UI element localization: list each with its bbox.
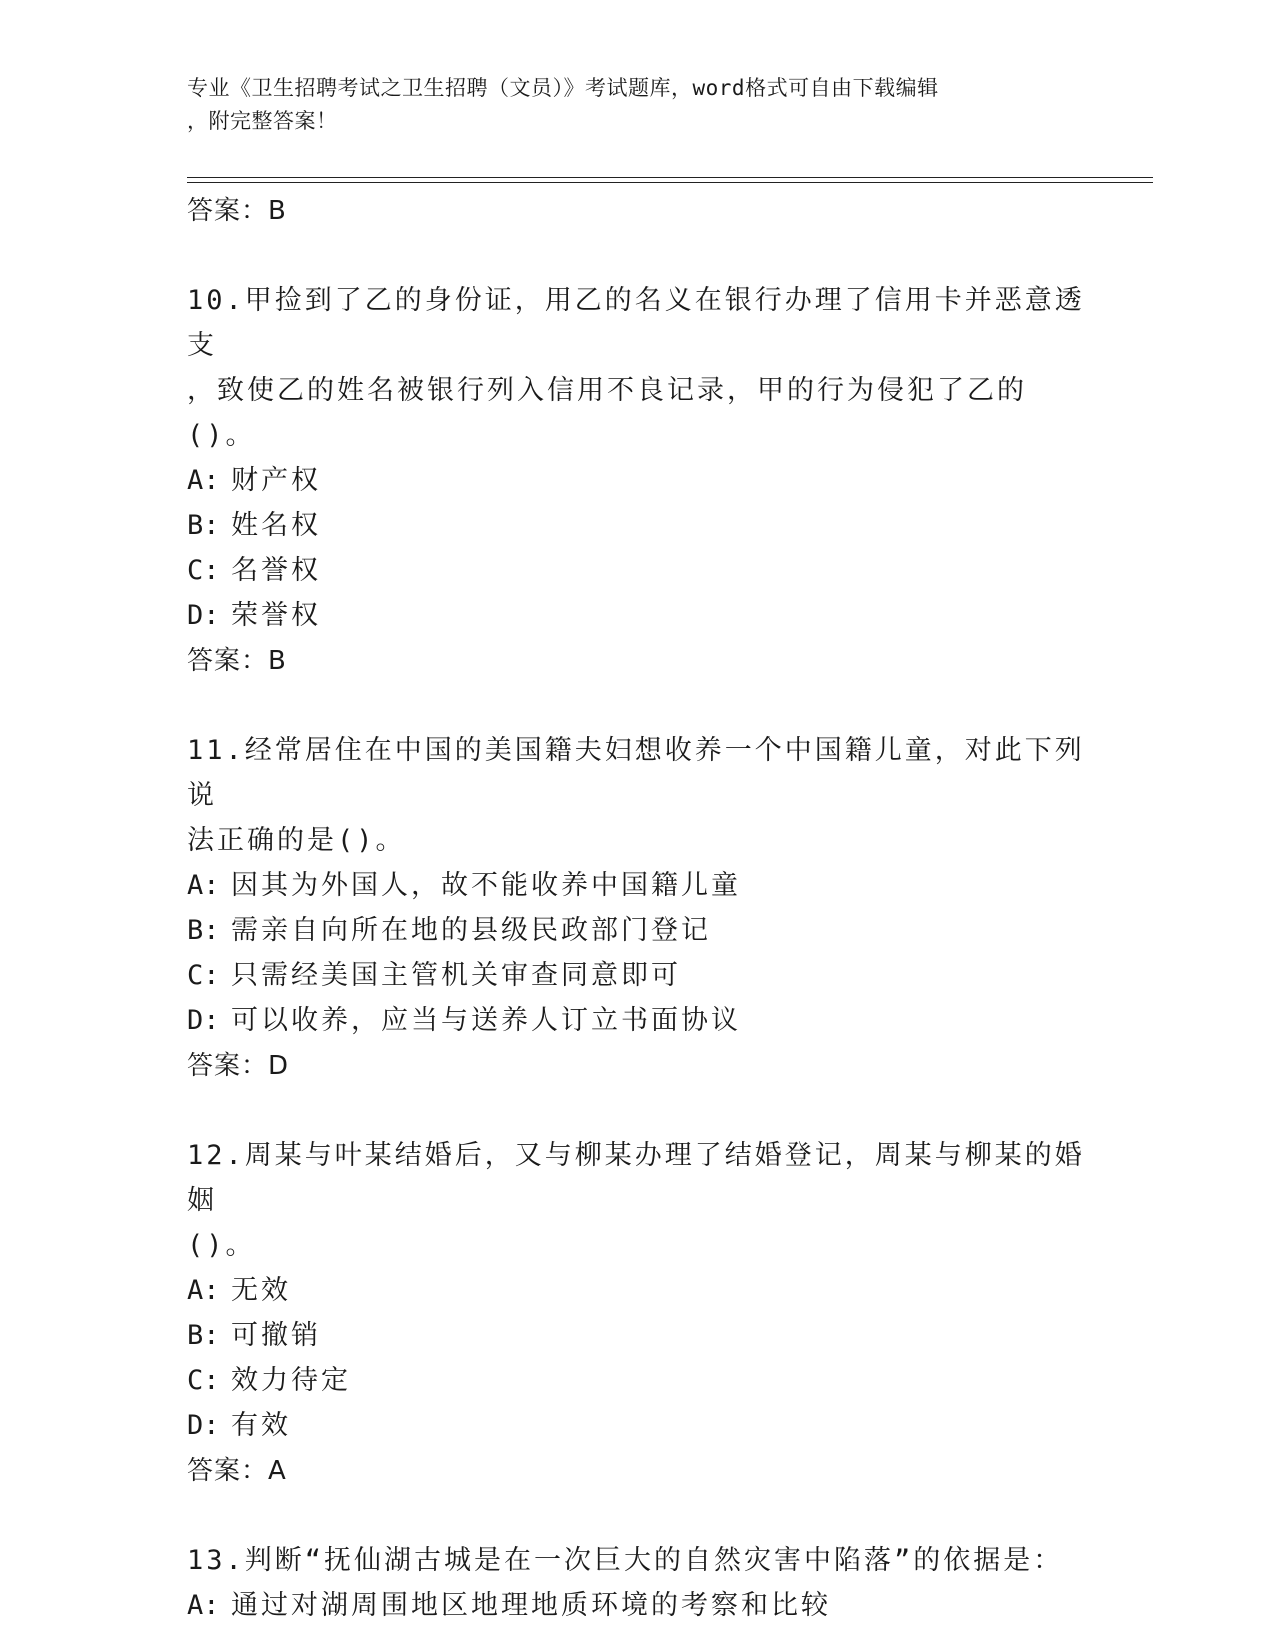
option-text: 姓名权 [231,510,321,541]
option-a [187,1583,1087,1628]
question-stem-line: 11.经常居住在中国的美国籍夫妇想收养一个中国籍儿童，对此下列说 [187,735,1085,811]
option-b [187,1313,1087,1358]
option-text: 可以收养，应当与送养人订立书面协议 [231,1005,741,1036]
question-stem-line: 13.判断“抚仙湖古城是在一次巨大的自然灾害中陷落”的依据是： [187,1545,1064,1576]
question-stem-line: 12.周某与叶某结婚后，又与柳某办理了结婚登记，周某与柳某的婚姻 [187,1140,1085,1216]
option-letter: C: [187,555,220,586]
option-text: 因其为外国人，故不能收养中国籍儿童 [231,870,741,901]
question-stem-line: ，致使乙的姓名被银行列入信用不良记录，甲的行为侵犯了乙的()。 [187,375,1027,451]
option-letter: C: [187,960,220,991]
answer-line: 答案：D [187,1051,290,1081]
answer-line: 答案：B [187,646,287,676]
previous-answer: 答案：B [187,196,287,226]
option-letter: A: [187,465,220,496]
option-d [187,593,1087,638]
question-stem-line: ()。 [187,1230,256,1261]
question-stem-line: 10.甲捡到了乙的身份证，用乙的名义在银行办理了信用卡并恶意透支 [187,285,1085,361]
header-rule-top [187,177,1153,178]
question-12 [187,1133,1087,1494]
option-a [187,1268,1087,1313]
option-b [187,908,1087,953]
option-letter: B: [187,510,220,541]
option-letter: A: [187,870,220,901]
option-a [187,458,1087,503]
option-letter: B: [187,1320,220,1351]
option-text: 效力待定 [231,1365,351,1396]
option-text: 无效 [231,1275,291,1306]
option-c [187,548,1087,593]
option-letter: A: [187,1275,220,1306]
question-13 [187,1538,1087,1628]
question-10 [187,278,1087,684]
option-text: 需亲自向所在地的县级民政部门登记 [231,915,711,946]
option-text: 荣誉权 [231,600,321,631]
option-letter: D: [187,1005,220,1036]
option-b [187,503,1087,548]
option-d [187,1403,1087,1448]
option-letter: B: [187,915,220,946]
option-text: 可撤销 [231,1320,321,1351]
option-letter: C: [187,1365,220,1396]
option-letter: A: [187,1590,220,1621]
option-letter: D: [187,1410,220,1441]
option-a [187,863,1087,908]
question-11 [187,728,1087,1089]
header-line-1: 专业《卫生招聘考试之卫生招聘（文员）》考试题库，word格式可自由下载编辑 [187,76,939,100]
option-text: 名誉权 [231,555,321,586]
option-text: 通过对湖周围地区地理地质环境的考察和比较 [231,1590,831,1621]
option-text: 只需经美国主管机关审查同意即可 [231,960,681,991]
option-text: 有效 [231,1410,291,1441]
question-list [187,188,1087,1628]
header-rule-bottom [187,182,1153,183]
option-c [187,953,1087,998]
option-letter: D: [187,600,220,631]
header-line-2: ，附完整答案！ [187,109,338,133]
question-stem-line: 法正确的是()。 [187,825,406,856]
document-header [187,72,1067,138]
option-d [187,998,1087,1043]
option-c [187,1358,1087,1403]
answer-line: 答案：A [187,1456,287,1486]
option-text: 财产权 [231,465,321,496]
